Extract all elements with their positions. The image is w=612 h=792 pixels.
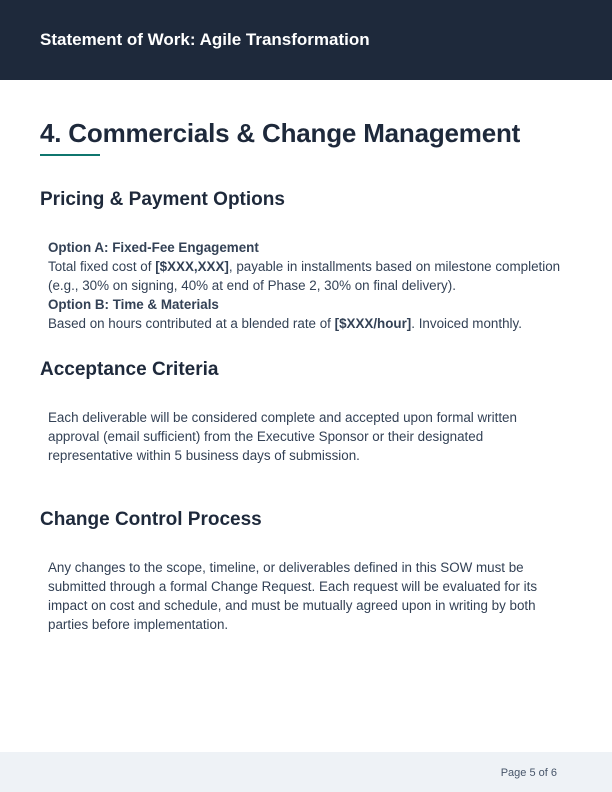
- option-b-description: [48, 314, 568, 333]
- option-a-label: Option A: Fixed-Fee Engagement: [48, 240, 259, 255]
- option-a-description: [48, 257, 568, 295]
- page-header: [0, 0, 612, 80]
- change-control-body: [48, 558, 568, 634]
- pricing-options: [48, 238, 568, 333]
- title-underline: [40, 154, 100, 156]
- page-number: Page 5 of 6: [500, 767, 557, 779]
- option-a-text-before: Total fixed cost of: [48, 259, 156, 274]
- document-title: Statement of Work: Agile Transformation: [40, 30, 370, 49]
- option-b-label: Option B: Time & Materials: [48, 297, 219, 312]
- pricing-heading: Pricing & Payment Options: [40, 189, 285, 210]
- option-a-text-after: , payable in installments based on milestone completion (e.g., 30% on signing, 40% at end of Phase 2, 30% on final delivery).: [48, 259, 561, 293]
- section-title: 4. Commercials & Change Management: [40, 118, 521, 148]
- option-b-amount: [$XXX/hour]: [334, 316, 412, 331]
- option-b-text-after: . Invoiced monthly.: [411, 316, 522, 331]
- change-control-heading: Change Control Process: [40, 509, 262, 530]
- acceptance-body: [48, 408, 568, 465]
- acceptance-heading: Acceptance Criteria: [40, 359, 219, 380]
- option-a-amount: [$XXX,XXX]: [155, 259, 229, 274]
- option-b-text-before: Based on hours contributed at a blended rate of: [48, 316, 335, 331]
- acceptance-text: Each deliverable will be considered complete and accepted upon formal written approval (email sufficient) from the Executive Sponsor or their designated representative within 5 business days of submission.: [48, 410, 517, 463]
- page-footer: [0, 752, 612, 792]
- change-control-text: Any changes to the scope, timeline, or deliverables defined in this SOW must be submitted through a formal Change Request. Each request will be evaluated for its impact on cost and schedule, and must be mutually agreed upon in writing by both parties before implementation.: [48, 560, 538, 632]
